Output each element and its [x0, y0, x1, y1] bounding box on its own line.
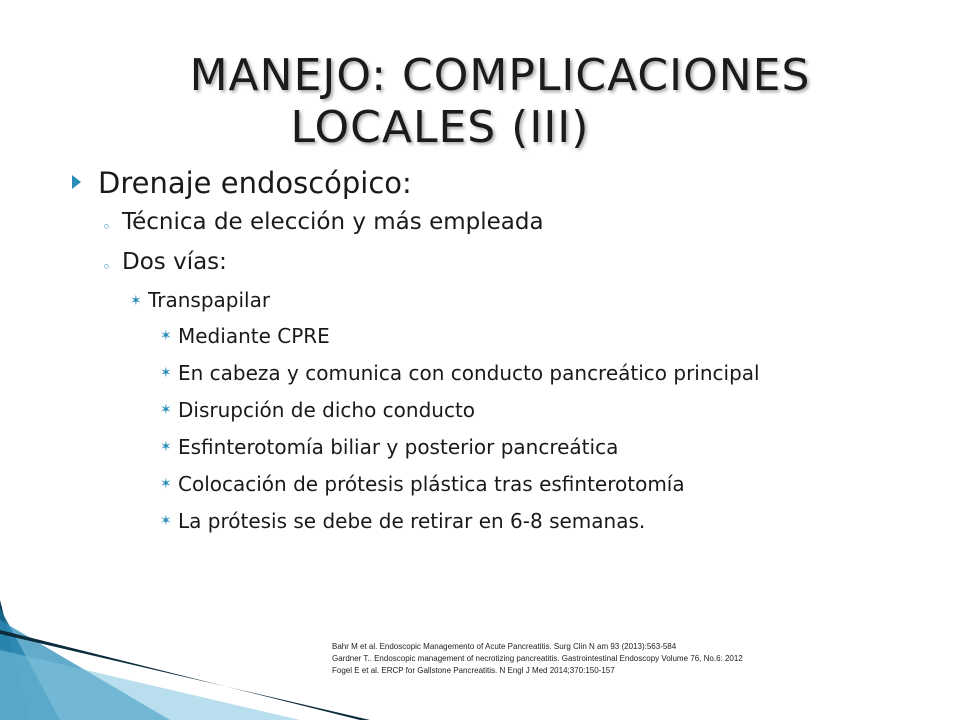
- corner-decoration: [0, 590, 380, 720]
- references: [332, 641, 852, 677]
- title-line-1: MANEJO: COMPLICACIONES: [189, 50, 811, 101]
- bullet-level4: [70, 509, 900, 534]
- triangle-bullet-icon: [72, 175, 81, 189]
- dot-bullet-icon: ✶: [160, 513, 172, 529]
- bullet-level4: [70, 361, 900, 386]
- bullet-text: Drenaje endoscópico:: [98, 166, 412, 200]
- reference-item: Fogel E et al. ERCP for Gallstone Pancreatitis. N Engl J Med 2014;370:150-157: [332, 666, 615, 675]
- title-line-2: LOCALES (III): [290, 102, 590, 153]
- bullet-level4: [70, 472, 900, 497]
- bullet-level1: [70, 163, 900, 203]
- bullet-text: Dos vías:: [122, 249, 227, 275]
- dot-bullet-icon: ✶: [160, 476, 172, 492]
- bullet-text: Mediante CPRE: [178, 324, 330, 348]
- dot-bullet-icon: ✶: [160, 402, 172, 418]
- bullet-level2: [70, 247, 900, 277]
- bullet-level3: [70, 287, 900, 313]
- bullet-text: Técnica de elección y más empleada: [122, 209, 544, 235]
- reference-item: Gardner T.. Endoscopic management of necrotizing pancreatitis. Gastrointestinal Endoscopy Volume 76, No.6: 2012: [332, 654, 743, 663]
- reference-item: Bahr M et al. Endoscopic Managemento of Acute Pancreatitis. Surg Clin N am 93 (2013):563-584: [332, 642, 677, 651]
- slide-title: [150, 50, 850, 154]
- bullet-text: En cabeza y comunica con conducto pancreático principal: [178, 361, 760, 385]
- bullet-text: Disrupción de dicho conducto: [178, 398, 476, 422]
- dot-bullet-icon: ✶: [160, 365, 172, 381]
- ring-bullet-icon: ◦: [102, 218, 111, 236]
- dot-bullet-icon: ✶: [160, 439, 172, 455]
- bullet-list: [70, 163, 900, 546]
- bullet-text: La prótesis se debe de retirar en 6-8 semanas.: [178, 509, 646, 533]
- bullet-text: Esfinterotomía biliar y posterior pancreática: [178, 435, 619, 459]
- bullet-level4: [70, 398, 900, 423]
- dot-bullet-icon: ✶: [160, 328, 172, 344]
- bullet-text: Transpapilar: [148, 288, 271, 312]
- dot-bullet-icon: ✶: [130, 293, 142, 309]
- ring-bullet-icon: ◦: [102, 258, 111, 276]
- bullet-text: Colocación de prótesis plástica tras esfinterotomía: [178, 472, 685, 496]
- bullet-level2: [70, 207, 900, 237]
- bullet-level4: [70, 324, 900, 349]
- bullet-level4: [70, 435, 900, 460]
